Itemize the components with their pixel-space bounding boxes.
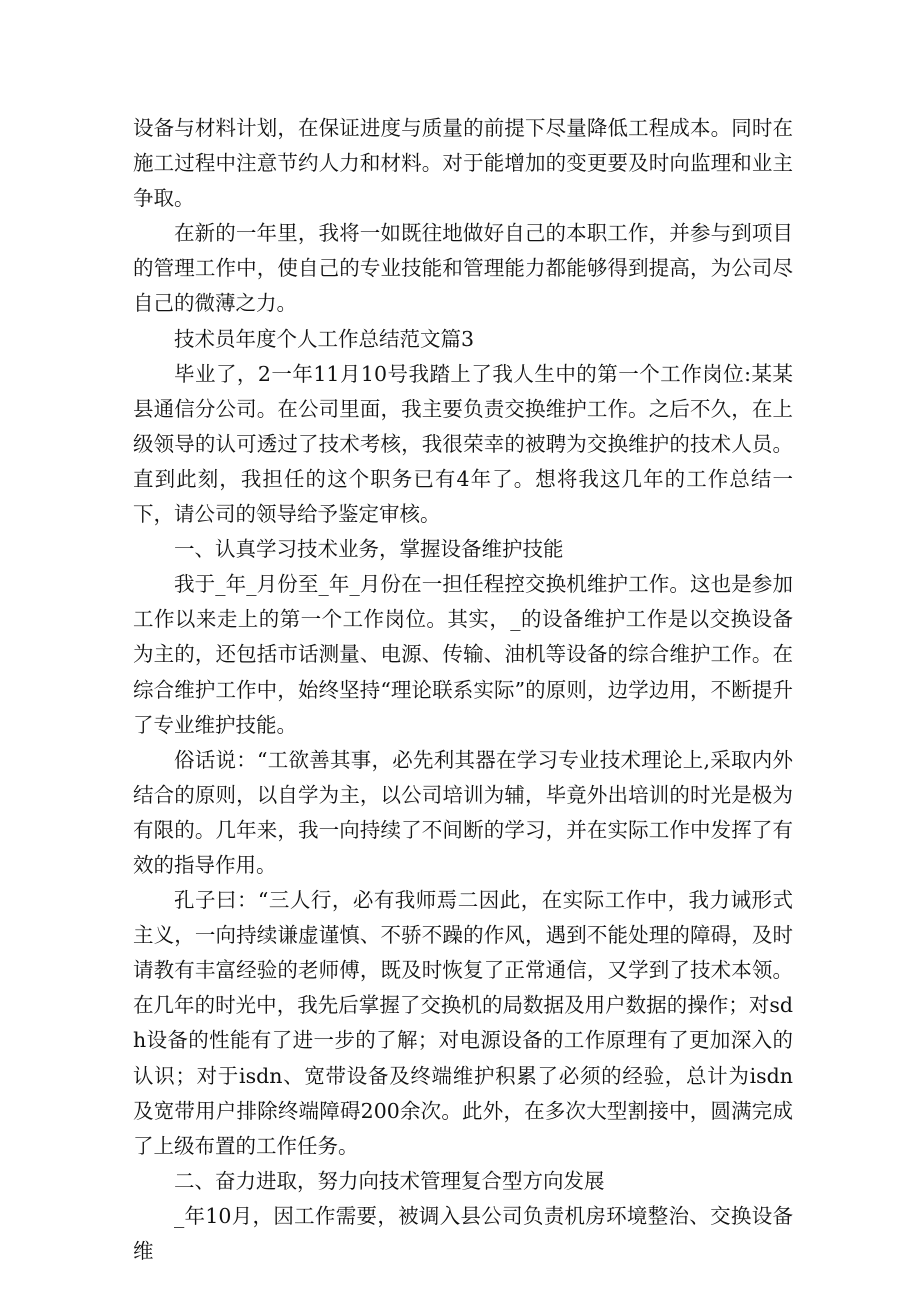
paragraph-6: 孔子曰：“三人行，必有我师焉二因此，在实际工作中，我力诫形式主义，一向持续谦虚谨慎、不骄不躁的作风，遇到不能处理的障碍，及时请教有丰富经验的老师傅，既及时恢复了正常通信，又学到了技术本领。在几年的时光中，我先后掌握了交换机的局数据及用户数据的操作；对sdh设备的性能有了进一步的了解；对电源设备的工作原理有了更加深入的认识；对于isdn、宽带设备及终端维护积累了必须的经验，总计为isdn及宽带用户排除终端障碍200余次。此外，在多次大型割接中，圆满完成了上级布置的工作任务。: [133, 888, 793, 1158]
paragraph-3: 毕业了，2一年11月10号我踏上了我人生中的第一个工作岗位:某某县通信分公司。在公司里面，我主要负责交换维护工作。之后不久，在上级领导的认可透过了技术考核，我很荣幸的被聘为交换维护的技术人员。直到此刻，我担任的这个职务已有4年了。想将我这几年的工作总结一下，请公司的领导给予鉴定审核。: [133, 361, 793, 527]
subheading-2: 二、奋力进取，努力向技术管理复合型方向发展: [174, 1168, 605, 1193]
subheading-1: 一、认真学习技术业务，掌握设备维护技能: [174, 537, 564, 562]
paragraph-2: 在新的一年里，我将一如既往地做好自己的本职工作，并参与到项目的管理工作中，使自己的专业技能和管理能力都能够得到提高，为公司尽自己的微薄之力。: [133, 221, 793, 316]
paragraph-5: 俗话说：“工欲善其事，必先利其器在学习专业技术理论上,采取内外结合的原则，以自学为主，以公司培训为辅，毕竟外出培训的时光是极为有限的。几年来，我一向持续了不间断的学习，并在实际工作中发挥了有效的指导作用。: [133, 747, 793, 877]
paragraph-7: _年10月，因工作需要，被调入县公司负责机房环境整治、交换设备维: [133, 1203, 793, 1263]
paragraph-1: 设备与材料计划，在保证进度与质量的前提下尽量降低工程成本。同时在施工过程中注意节约人力和材料。对于能增加的变更要及时向监理和业主争取。: [133, 116, 793, 211]
document-body: [133, 111, 793, 1269]
paragraph-4: 我于_年_月份至_年_月份在一担任程控交换机维护工作。这也是参加工作以来走上的第一个工作岗位。其实，_的设备维护工作是以交换设备为主的，还包括市话测量、电源、传输、油机等设备的综合维护工作。在综合维护工作中，始终坚持“理论联系实际”的原则，边学边用，不断提升了专业维护技能。: [133, 572, 793, 737]
section-title: 技术员年度个人工作总结范文篇3: [174, 326, 475, 351]
